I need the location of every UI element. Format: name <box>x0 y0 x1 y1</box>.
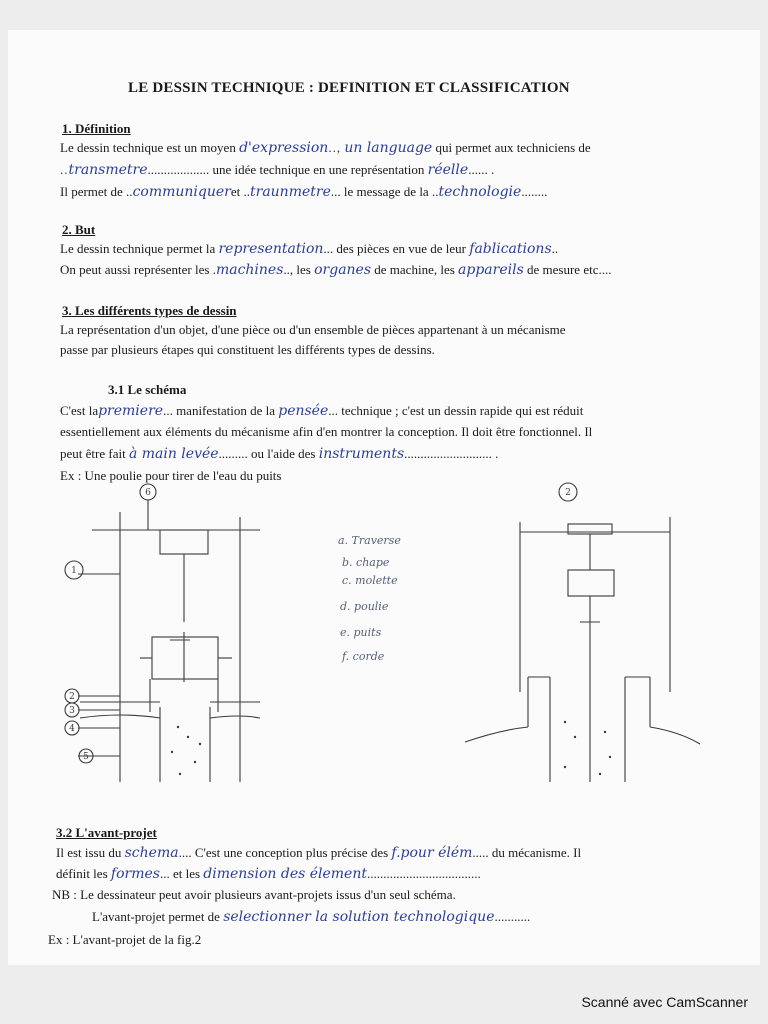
section-3-heading: 3. Les différents types de dessin <box>62 303 237 318</box>
s32-nb: NB : Le dessinateur peut avoir plusieurs avant-projets issus d'un seul schéma. <box>52 887 456 902</box>
label-left-3: 3 <box>69 706 75 716</box>
s3-line-1: La représentation d'un objet, d'une pièce ou d'un ensemble de pièces appartenant à un mécanisme <box>60 322 566 337</box>
text: .. <box>60 162 69 177</box>
label-left-1: 1 <box>71 566 77 576</box>
page-title: LE DESSIN TECHNIQUE : DEFINITION ET CLASSIFICATION <box>128 80 570 96</box>
label-left-4: 4 <box>69 724 75 734</box>
s1-line-2 <box>60 162 494 178</box>
label-left-2: 2 <box>69 692 75 702</box>
part-labels <box>69 488 151 762</box>
text: Le dessin technique permet la <box>60 241 216 256</box>
sketch-1 <box>65 484 260 782</box>
text: définit les <box>56 866 108 881</box>
s31-line-1 <box>60 403 583 419</box>
handwritten-answer: schema <box>124 845 179 861</box>
s31-line-3 <box>60 446 498 462</box>
text: Il est issu du <box>56 845 122 860</box>
text: Le dessin technique est un moyen <box>60 140 236 155</box>
text: et .. <box>230 184 250 199</box>
handwritten-answer: d'expression <box>239 140 329 156</box>
s32-line-1 <box>56 845 581 861</box>
text: .... C'est une conception plus précise des <box>178 845 389 860</box>
sketch-2 <box>465 483 700 782</box>
text: Il permet de .. <box>60 184 133 199</box>
handwritten-answer: organes <box>314 262 372 278</box>
text: .., les <box>283 262 311 277</box>
label-top: 6 <box>145 488 151 498</box>
label-left-5: 5 <box>83 752 89 762</box>
text: ... technique ; c'est un dessin rapide qui est réduit <box>328 403 584 418</box>
text: ...... . <box>468 162 495 177</box>
handwritten-answer: communiquer <box>132 184 231 200</box>
handwritten-answer: representation <box>218 241 324 257</box>
handwritten-answer: f.pour élém <box>391 845 473 861</box>
handwritten-answer: réelle <box>427 162 469 178</box>
text: ... et les <box>159 866 201 881</box>
text: .. <box>551 241 559 256</box>
scanner-watermark: Scanné avec CamScanner <box>581 994 748 1010</box>
s32-example: Ex : L'avant-projet de la fig.2 <box>48 932 202 947</box>
text: C'est la <box>60 403 99 418</box>
handwritten-answer: un language <box>344 140 433 156</box>
section-2-heading: 2. But <box>62 222 96 237</box>
handwritten-answer: dimension des élement <box>203 866 367 882</box>
handwritten-answer: selectionner la solution technologique <box>223 909 495 925</box>
sketch-2-label <box>565 488 571 498</box>
heading-text: 3.1 Le schéma <box>108 382 187 397</box>
text: de mesure etc.... <box>527 262 612 277</box>
handwritten-answer: instruments <box>318 446 405 462</box>
text: ......... ou l'aide des <box>218 446 316 461</box>
text: L'avant-projet permet de <box>92 909 220 924</box>
label-right: 2 <box>565 488 571 498</box>
legend-e: e. puits <box>340 626 382 639</box>
water-dots-2 <box>564 721 611 775</box>
legend <box>338 534 401 663</box>
legend-b: b. chape <box>342 556 390 569</box>
s1-line-3 <box>60 184 547 200</box>
s2-line-1 <box>60 241 558 257</box>
handwritten-answer: technologie <box>438 184 522 200</box>
section-3-1-heading <box>108 382 186 398</box>
handwritten-answer: fablications <box>469 241 552 257</box>
s2-line-2 <box>60 262 611 278</box>
handwritten-answer: appareils <box>458 262 524 278</box>
section-1-heading: 1. Définition <box>62 121 131 136</box>
handwritten-answer: premiere <box>98 403 164 419</box>
handwritten-answer: formes <box>110 866 160 882</box>
legend-d: d. poulie <box>340 600 389 613</box>
text: ... des pièces en vue de leur <box>323 241 467 256</box>
section-3-2-heading <box>56 825 157 841</box>
handwritten-answer: pensée <box>278 403 329 419</box>
text: ................................... <box>367 866 481 881</box>
text: ................... une idée technique en une représentation <box>147 162 425 177</box>
text: ..... du mécanisme. Il <box>472 845 582 860</box>
s31-example: Ex : Une poulie pour tirer de l'eau du puits <box>60 468 282 483</box>
s3-line-2: passe par plusieurs étapes qui constituent les différents types de dessins. <box>60 342 435 357</box>
text: ... le message de la .. <box>330 184 439 199</box>
text: ... manifestation de la <box>163 403 275 418</box>
text: ........................... . <box>404 446 499 461</box>
handwritten-answer: à main levée <box>128 446 219 462</box>
text: On peut aussi représenter les . <box>60 262 216 277</box>
text: ........... <box>494 909 531 924</box>
s31-line-2: essentiellement aux éléments du mécanisme afin d'en montrer la conception. Il doit être fonctionnel. Il <box>60 424 593 439</box>
s32-line-4 <box>92 909 530 925</box>
text: ........ <box>521 184 548 199</box>
s1-line-1 <box>60 140 591 156</box>
water-dots-1 <box>171 726 201 775</box>
handwritten-answer: transmetre <box>68 162 148 178</box>
text: .., <box>328 140 342 155</box>
text: peut être fait <box>60 446 126 461</box>
text: de machine, les <box>374 262 455 277</box>
heading-text: 3.2 L'avant-projet <box>56 825 157 840</box>
legend-c: c. molette <box>342 574 398 587</box>
text: qui permet aux techniciens de <box>435 140 591 155</box>
legend-a: a. Traverse <box>338 534 401 547</box>
legend-f: f. corde <box>342 650 385 663</box>
handwritten-answer: machines <box>215 262 284 278</box>
pulley-sketch-figure <box>60 482 750 802</box>
s32-line-2 <box>56 866 481 882</box>
handwritten-answer: traunmetre <box>250 184 331 200</box>
